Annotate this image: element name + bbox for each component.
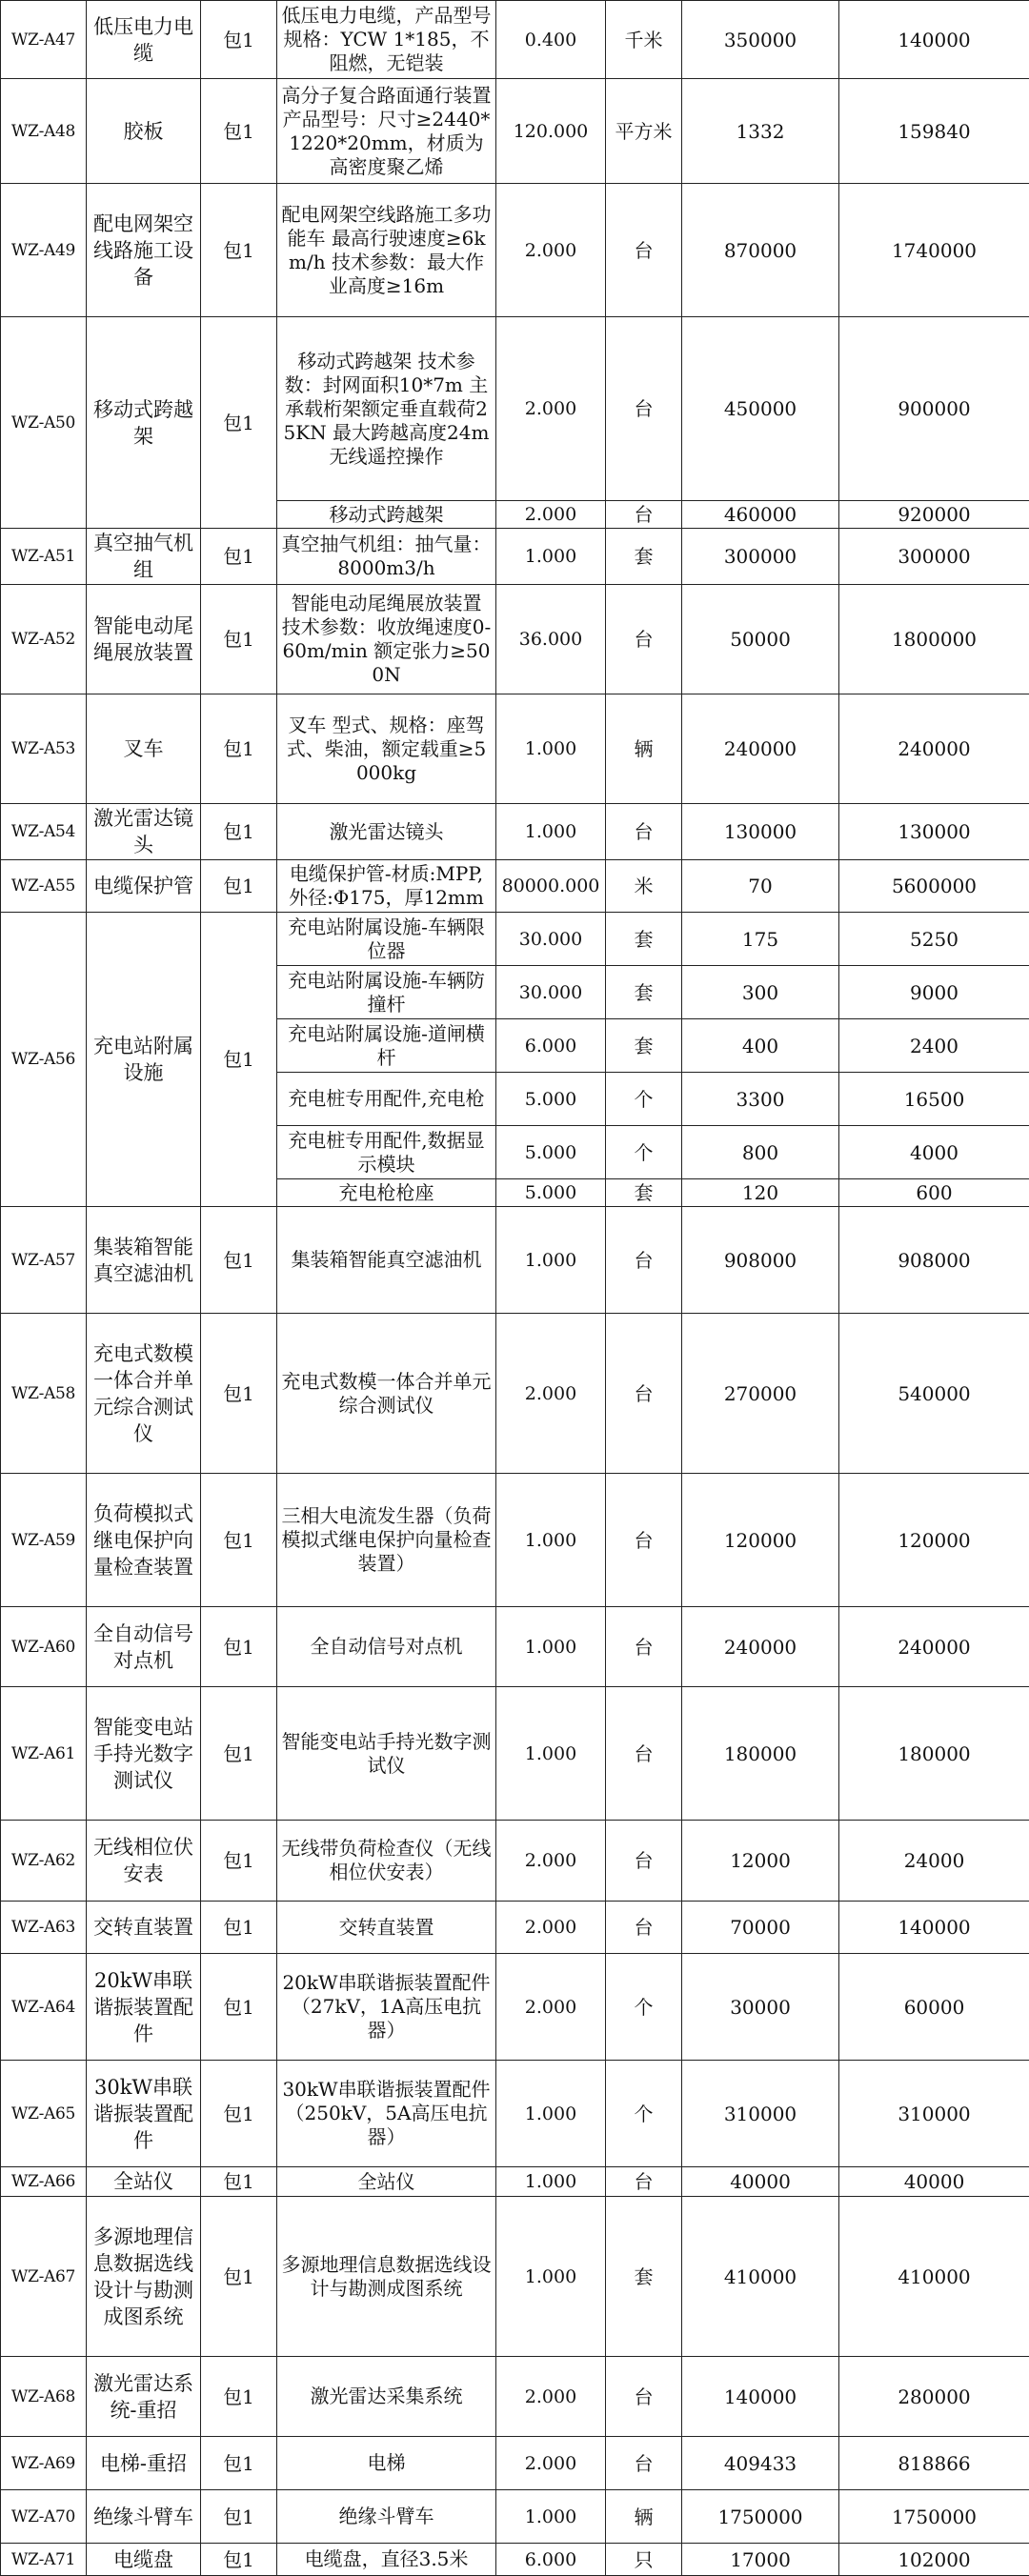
item-name-cell: 绝缘斗臂车 [87, 2490, 201, 2544]
unit-price-cell: 240000 [682, 1607, 839, 1687]
quantity-cell: 30.000 [496, 913, 606, 966]
item-code-cell: WZ-A50 [1, 317, 87, 529]
spec-cell: 充电枪枪座 [277, 1179, 496, 1207]
item-code-cell: WZ-A65 [1, 2061, 87, 2167]
item-name-cell: 多源地理信息数据选线设计与勘测成图系统 [87, 2197, 201, 2357]
item-code-cell: WZ-A56 [1, 913, 87, 1207]
unit-price-cell: 908000 [682, 1207, 839, 1314]
package-cell: 包1 [201, 1474, 277, 1607]
unit-cell: 台 [606, 2437, 682, 2490]
quantity-cell: 0.400 [496, 1, 606, 79]
unit-cell: 只 [606, 2544, 682, 2576]
unit-price-cell: 17000 [682, 2544, 839, 2576]
quantity-cell: 5.000 [496, 1179, 606, 1207]
unit-cell: 台 [606, 1607, 682, 1687]
table-row [1, 1687, 1029, 1821]
spec-cell: 绝缘斗臂车 [277, 2490, 496, 2544]
quantity-cell: 1.000 [496, 804, 606, 860]
total-price-cell: 180000 [839, 1687, 1029, 1821]
unit-cell: 台 [606, 804, 682, 860]
spec-cell: 三相大电流发生器（负荷模拟式继电保护向量检查装置） [277, 1474, 496, 1607]
quantity-cell: 1.000 [496, 2061, 606, 2167]
item-name-cell: 真空抽气机组 [87, 529, 201, 585]
quantity-cell: 1.000 [496, 529, 606, 585]
total-price-cell: 2400 [839, 1019, 1029, 1073]
unit-price-cell: 30000 [682, 1954, 839, 2061]
unit-price-cell: 3300 [682, 1073, 839, 1126]
unit-price-cell: 140000 [682, 2357, 839, 2437]
item-name-cell: 电缆盘 [87, 2544, 201, 2576]
spec-cell: 全自动信号对点机 [277, 1607, 496, 1687]
spec-cell: 电缆盘，直径3.5米 [277, 2544, 496, 2576]
unit-cell: 套 [606, 2197, 682, 2357]
package-cell: 包1 [201, 529, 277, 585]
package-cell: 包1 [201, 860, 277, 913]
item-name-cell: 全站仪 [87, 2167, 201, 2197]
item-name-cell: 智能电动尾绳展放装置 [87, 585, 201, 694]
quantity-cell: 36.000 [496, 585, 606, 694]
item-name-cell: 叉车 [87, 694, 201, 804]
unit-price-cell: 410000 [682, 2197, 839, 2357]
table-row [1, 860, 1029, 913]
item-code-cell: WZ-A69 [1, 2437, 87, 2490]
total-price-cell: 240000 [839, 694, 1029, 804]
unit-cell: 个 [606, 2061, 682, 2167]
package-cell: 包1 [201, 2167, 277, 2197]
item-code-cell: WZ-A48 [1, 79, 87, 184]
quantity-cell: 5.000 [496, 1073, 606, 1126]
item-code-cell: WZ-A55 [1, 860, 87, 913]
item-code-cell: WZ-A68 [1, 2357, 87, 2437]
spec-cell: 30kW串联谐振装置配件（250kV，5A高压电抗器） [277, 2061, 496, 2167]
package-cell: 包1 [201, 1607, 277, 1687]
total-price-cell: 600 [839, 1179, 1029, 1207]
quantity-cell: 1.000 [496, 2197, 606, 2357]
table-row [1, 529, 1029, 585]
item-name-cell: 胶板 [87, 79, 201, 184]
total-price-cell: 240000 [839, 1607, 1029, 1687]
table-row [1, 79, 1029, 184]
item-code-cell: WZ-A58 [1, 1314, 87, 1474]
quantity-cell: 6.000 [496, 1019, 606, 1073]
unit-cell: 套 [606, 966, 682, 1019]
spec-cell: 集装箱智能真空滤油机 [277, 1207, 496, 1314]
spec-cell: 移动式跨越架 技术参数：封网面积10*7m 主承载桁架额定垂直载荷25KN 最大跨越高度24m 无线遥控操作 [277, 317, 496, 501]
total-price-cell: 40000 [839, 2167, 1029, 2197]
item-code-cell: WZ-A47 [1, 1, 87, 79]
package-cell: 包1 [201, 2544, 277, 2576]
unit-price-cell: 310000 [682, 2061, 839, 2167]
spec-cell: 充电桩专用配件,数据显示模块 [277, 1126, 496, 1179]
total-price-cell: 900000 [839, 317, 1029, 501]
item-name-cell: 移动式跨越架 [87, 317, 201, 529]
package-cell: 包1 [201, 1902, 277, 1954]
total-price-cell: 60000 [839, 1954, 1029, 2061]
total-price-cell: 159840 [839, 79, 1029, 184]
package-cell: 包1 [201, 585, 277, 694]
spec-cell: 智能电动尾绳展放装置 技术参数：收放绳速度0-60m/min 额定张力≥500N [277, 585, 496, 694]
total-price-cell: 310000 [839, 2061, 1029, 2167]
unit-price-cell: 12000 [682, 1821, 839, 1902]
item-code-cell: WZ-A60 [1, 1607, 87, 1687]
table-row [1, 184, 1029, 317]
table-row [1, 2357, 1029, 2437]
total-price-cell: 5600000 [839, 860, 1029, 913]
quantity-cell: 1.000 [496, 1607, 606, 1687]
quantity-cell: 5.000 [496, 1126, 606, 1179]
spec-cell: 交转直装置 [277, 1902, 496, 1954]
table-row [1, 2544, 1029, 2576]
unit-cell: 套 [606, 1019, 682, 1073]
total-price-cell: 130000 [839, 804, 1029, 860]
spec-cell: 真空抽气机组：抽气量：8000m3/h [277, 529, 496, 585]
package-cell: 包1 [201, 804, 277, 860]
unit-cell: 辆 [606, 694, 682, 804]
unit-cell: 台 [606, 1687, 682, 1821]
quantity-cell: 80000.000 [496, 860, 606, 913]
table-row [1, 1, 1029, 79]
item-name-cell: 负荷模拟式继电保护向量检查装置 [87, 1474, 201, 1607]
unit-cell: 台 [606, 1902, 682, 1954]
item-code-cell: WZ-A71 [1, 2544, 87, 2576]
table-row [1, 2490, 1029, 2544]
unit-price-cell: 120 [682, 1179, 839, 1207]
total-price-cell: 102000 [839, 2544, 1029, 2576]
total-price-cell: 140000 [839, 1902, 1029, 1954]
table-row [1, 804, 1029, 860]
total-price-cell: 908000 [839, 1207, 1029, 1314]
unit-price-cell: 400 [682, 1019, 839, 1073]
spec-cell: 激光雷达镜头 [277, 804, 496, 860]
quantity-cell: 1.000 [496, 694, 606, 804]
package-cell: 包1 [201, 184, 277, 317]
quantity-cell: 30.000 [496, 966, 606, 1019]
item-name-cell: 智能变电站手持光数字测试仪 [87, 1687, 201, 1821]
item-code-cell: WZ-A49 [1, 184, 87, 317]
item-name-cell: 充电站附属设施 [87, 913, 201, 1207]
unit-cell: 台 [606, 2167, 682, 2197]
item-code-cell: WZ-A54 [1, 804, 87, 860]
quantity-cell: 1.000 [496, 1207, 606, 1314]
package-cell: 包1 [201, 2197, 277, 2357]
package-cell: 包1 [201, 1, 277, 79]
package-cell: 包1 [201, 2061, 277, 2167]
total-price-cell: 1800000 [839, 585, 1029, 694]
quantity-cell: 1.000 [496, 1474, 606, 1607]
unit-price-cell: 130000 [682, 804, 839, 860]
item-name-cell: 配电网架空线路施工设备 [87, 184, 201, 317]
total-price-cell: 818866 [839, 2437, 1029, 2490]
item-code-cell: WZ-A67 [1, 2197, 87, 2357]
unit-price-cell: 1332 [682, 79, 839, 184]
quantity-cell: 2.000 [496, 501, 606, 529]
unit-price-cell: 460000 [682, 501, 839, 529]
table-row [1, 1314, 1029, 1474]
spec-cell: 叉车 型式、规格：座驾式、柴油，额定载重≥5000kg [277, 694, 496, 804]
quantity-cell: 1.000 [496, 2490, 606, 2544]
unit-cell: 台 [606, 1821, 682, 1902]
table-row [1, 2167, 1029, 2197]
package-cell: 包1 [201, 913, 277, 1207]
quantity-cell: 2.000 [496, 1954, 606, 2061]
spec-cell: 配电网架空线路施工多功能车 最高行驶速度≥6km/h 技术参数：最大作业高度≥16m [277, 184, 496, 317]
item-name-cell: 激光雷达系统-重招 [87, 2357, 201, 2437]
item-name-cell: 集装箱智能真空滤油机 [87, 1207, 201, 1314]
table-row [1, 585, 1029, 694]
quantity-cell: 1.000 [496, 1687, 606, 1821]
unit-price-cell: 180000 [682, 1687, 839, 1821]
item-code-cell: WZ-A66 [1, 2167, 87, 2197]
spec-cell: 20kW串联谐振装置配件（27kV，1A高压电抗器） [277, 1954, 496, 2061]
unit-price-cell: 450000 [682, 317, 839, 501]
unit-cell: 台 [606, 317, 682, 501]
item-code-cell: WZ-A63 [1, 1902, 87, 1954]
quantity-cell: 2.000 [496, 1902, 606, 1954]
quantity-cell: 2.000 [496, 2357, 606, 2437]
unit-cell: 套 [606, 529, 682, 585]
total-price-cell: 1740000 [839, 184, 1029, 317]
total-price-cell: 16500 [839, 1073, 1029, 1126]
total-price-cell: 300000 [839, 529, 1029, 585]
package-cell: 包1 [201, 1821, 277, 1902]
package-cell: 包1 [201, 79, 277, 184]
spec-cell: 充电站附属设施-车辆限位器 [277, 913, 496, 966]
spec-cell: 移动式跨越架 [277, 501, 496, 529]
unit-price-cell: 70 [682, 860, 839, 913]
quantity-cell: 2.000 [496, 317, 606, 501]
item-name-cell: 交转直装置 [87, 1902, 201, 1954]
unit-price-cell: 175 [682, 913, 839, 966]
quantity-cell: 2.000 [496, 184, 606, 317]
total-price-cell: 140000 [839, 1, 1029, 79]
unit-price-cell: 240000 [682, 694, 839, 804]
unit-cell: 平方米 [606, 79, 682, 184]
unit-price-cell: 300 [682, 966, 839, 1019]
total-price-cell: 540000 [839, 1314, 1029, 1474]
unit-price-cell: 870000 [682, 184, 839, 317]
unit-cell: 米 [606, 860, 682, 913]
unit-price-cell: 70000 [682, 1902, 839, 1954]
spec-cell: 智能变电站手持光数字测试仪 [277, 1687, 496, 1821]
total-price-cell: 9000 [839, 966, 1029, 1019]
item-name-cell: 30kW串联谐振装置配件 [87, 2061, 201, 2167]
unit-cell: 台 [606, 1207, 682, 1314]
item-code-cell: WZ-A70 [1, 2490, 87, 2544]
unit-cell: 台 [606, 2357, 682, 2437]
spec-cell: 高分子复合路面通行装置产品型号：尺寸≥2440*1220*20mm，材质为高密度聚乙烯 [277, 79, 496, 184]
item-name-cell: 充电式数模一体合并单元综合测试仪 [87, 1314, 201, 1474]
item-code-cell: WZ-A53 [1, 694, 87, 804]
package-cell: 包1 [201, 694, 277, 804]
table-row [1, 2197, 1029, 2357]
table-row [1, 1902, 1029, 1954]
spec-cell: 激光雷达采集系统 [277, 2357, 496, 2437]
package-cell: 包1 [201, 2357, 277, 2437]
item-name-cell: 全自动信号对点机 [87, 1607, 201, 1687]
package-cell: 包1 [201, 1687, 277, 1821]
unit-price-cell: 409433 [682, 2437, 839, 2490]
unit-cell: 台 [606, 184, 682, 317]
unit-cell: 台 [606, 1314, 682, 1474]
table-row [1, 317, 1029, 501]
spec-cell: 电缆保护管-材质:MPP,外径:Φ175，厚12mm [277, 860, 496, 913]
item-code-cell: WZ-A64 [1, 1954, 87, 2061]
table-row [1, 1954, 1029, 2061]
package-cell: 包1 [201, 1954, 277, 2061]
total-price-cell: 120000 [839, 1474, 1029, 1607]
spec-cell: 低压电力电缆，产品型号规格：YCW 1*185，不阻燃，无铠装 [277, 1, 496, 79]
total-price-cell: 5250 [839, 913, 1029, 966]
quantity-cell: 2.000 [496, 2437, 606, 2490]
item-name-cell: 激光雷达镜头 [87, 804, 201, 860]
package-cell: 包1 [201, 1314, 277, 1474]
spec-cell: 无线带负荷检查仪（无线相位伏安表） [277, 1821, 496, 1902]
unit-cell: 个 [606, 1126, 682, 1179]
unit-price-cell: 800 [682, 1126, 839, 1179]
table-row [1, 913, 1029, 966]
unit-cell: 个 [606, 1073, 682, 1126]
package-cell: 包1 [201, 1207, 277, 1314]
unit-price-cell: 1750000 [682, 2490, 839, 2544]
quantity-cell: 120.000 [496, 79, 606, 184]
unit-price-cell: 50000 [682, 585, 839, 694]
unit-price-cell: 120000 [682, 1474, 839, 1607]
item-name-cell: 20kW串联谐振装置配件 [87, 1954, 201, 2061]
total-price-cell: 280000 [839, 2357, 1029, 2437]
unit-cell: 台 [606, 585, 682, 694]
unit-cell: 套 [606, 1179, 682, 1207]
table-row [1, 1821, 1029, 1902]
table-row [1, 1474, 1029, 1607]
spec-cell: 充电站附属设施-车辆防撞杆 [277, 966, 496, 1019]
quantity-cell: 6.000 [496, 2544, 606, 2576]
item-name-cell: 电缆保护管 [87, 860, 201, 913]
spec-cell: 电梯 [277, 2437, 496, 2490]
item-name-cell: 低压电力电缆 [87, 1, 201, 79]
unit-price-cell: 40000 [682, 2167, 839, 2197]
item-code-cell: WZ-A52 [1, 585, 87, 694]
unit-cell: 千米 [606, 1, 682, 79]
item-code-cell: WZ-A62 [1, 1821, 87, 1902]
unit-cell: 套 [606, 913, 682, 966]
quantity-cell: 2.000 [496, 1821, 606, 1902]
item-name-cell: 无线相位伏安表 [87, 1821, 201, 1902]
unit-price-cell: 300000 [682, 529, 839, 585]
item-code-cell: WZ-A61 [1, 1687, 87, 1821]
total-price-cell: 920000 [839, 501, 1029, 529]
spec-cell: 全站仪 [277, 2167, 496, 2197]
package-cell: 包1 [201, 2437, 277, 2490]
table-row [1, 2061, 1029, 2167]
unit-cell: 辆 [606, 2490, 682, 2544]
total-price-cell: 4000 [839, 1126, 1029, 1179]
total-price-cell: 1750000 [839, 2490, 1029, 2544]
spec-cell: 充电站附属设施-道闸横杆 [277, 1019, 496, 1073]
table-row [1, 2437, 1029, 2490]
total-price-cell: 24000 [839, 1821, 1029, 1902]
table-row [1, 694, 1029, 804]
table-row [1, 1607, 1029, 1687]
quantity-cell: 1.000 [496, 2167, 606, 2197]
item-name-cell: 电梯-重招 [87, 2437, 201, 2490]
quantity-cell: 2.000 [496, 1314, 606, 1474]
package-cell: 包1 [201, 317, 277, 529]
item-code-cell: WZ-A51 [1, 529, 87, 585]
unit-cell: 个 [606, 1954, 682, 2061]
item-code-cell: WZ-A59 [1, 1474, 87, 1607]
unit-price-cell: 270000 [682, 1314, 839, 1474]
package-cell: 包1 [201, 2490, 277, 2544]
unit-price-cell: 350000 [682, 1, 839, 79]
spec-cell: 充电桩专用配件,充电枪 [277, 1073, 496, 1126]
table-row [1, 1207, 1029, 1314]
unit-cell: 台 [606, 501, 682, 529]
total-price-cell: 410000 [839, 2197, 1029, 2357]
spec-cell: 充电式数模一体合并单元综合测试仪 [277, 1314, 496, 1474]
unit-cell: 台 [606, 1474, 682, 1607]
spec-cell: 多源地理信息数据选线设计与勘测成图系统 [277, 2197, 496, 2357]
item-code-cell: WZ-A57 [1, 1207, 87, 1314]
